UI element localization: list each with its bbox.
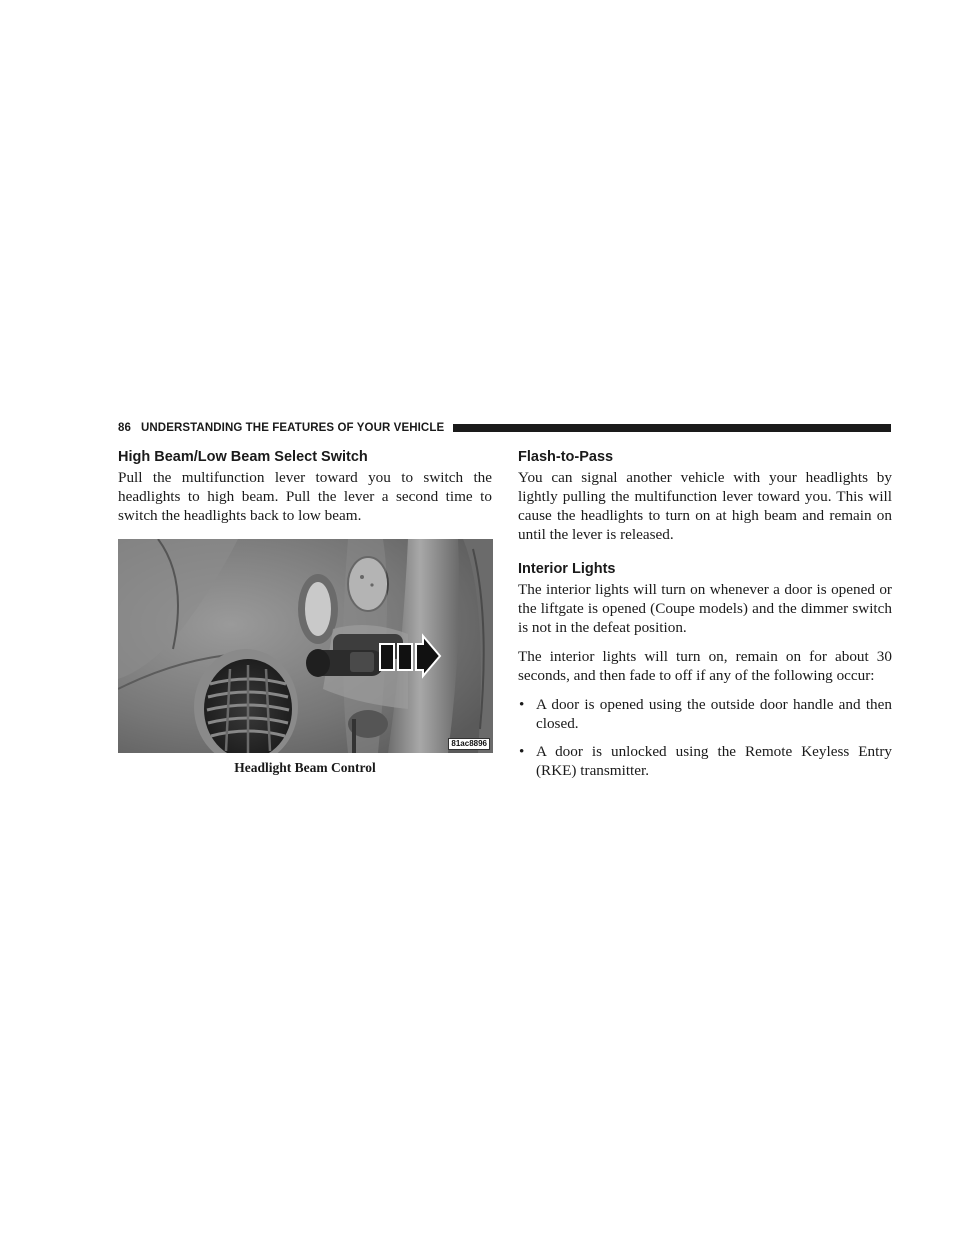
running-header xyxy=(118,420,891,436)
flash-to-pass-heading: Flash-to-Pass xyxy=(518,449,614,465)
page-number: 86 xyxy=(118,422,131,434)
list-item xyxy=(518,742,892,780)
headlight-beam-figure xyxy=(118,539,493,753)
figure-caption: Headlight Beam Control xyxy=(234,760,376,775)
list-item-text: A door is unlocked using the Remote Keyless Entry (RKE) transmitter. xyxy=(536,743,892,779)
bullet-icon: • xyxy=(519,696,525,713)
list-item-text: A door is opened using the outside door handle and then closed. xyxy=(536,696,892,732)
interior-lights-heading: Interior Lights xyxy=(518,561,616,577)
interior-lights-conditions-list xyxy=(518,695,892,780)
steering-column-illustration xyxy=(118,539,493,753)
high-beam-paragraph: Pull the multifunction lever toward you to switch the headlights to high beam. Pull the lever a second time to switch the headlights back to low beam. xyxy=(118,469,492,524)
right-column xyxy=(518,448,892,780)
interior-lights-paragraph-1: The interior lights will turn on whenever a door is opened or the liftgate is opened (Coupe models) and the dimmer switch is not in the defeat position. xyxy=(518,581,892,636)
interior-lights-paragraph-2: The interior lights will turn on, remain on for about 30 seconds, and then fade to off if any of the following occur: xyxy=(518,648,892,684)
high-beam-heading: High Beam/Low Beam Select Switch xyxy=(118,449,368,465)
flash-to-pass-paragraph: You can signal another vehicle with your headlights by lightly pulling the multifunction lever toward you. This will cause the headlights to turn on at high beam and remain on until the lever is released. xyxy=(518,469,892,543)
section-title: UNDERSTANDING THE FEATURES OF YOUR VEHICLE xyxy=(141,422,445,434)
bullet-icon: • xyxy=(519,743,525,760)
list-item xyxy=(518,695,892,733)
figure-reference-code: 81ac8896 xyxy=(448,738,490,750)
header-rule xyxy=(453,424,891,432)
left-column xyxy=(118,448,492,776)
